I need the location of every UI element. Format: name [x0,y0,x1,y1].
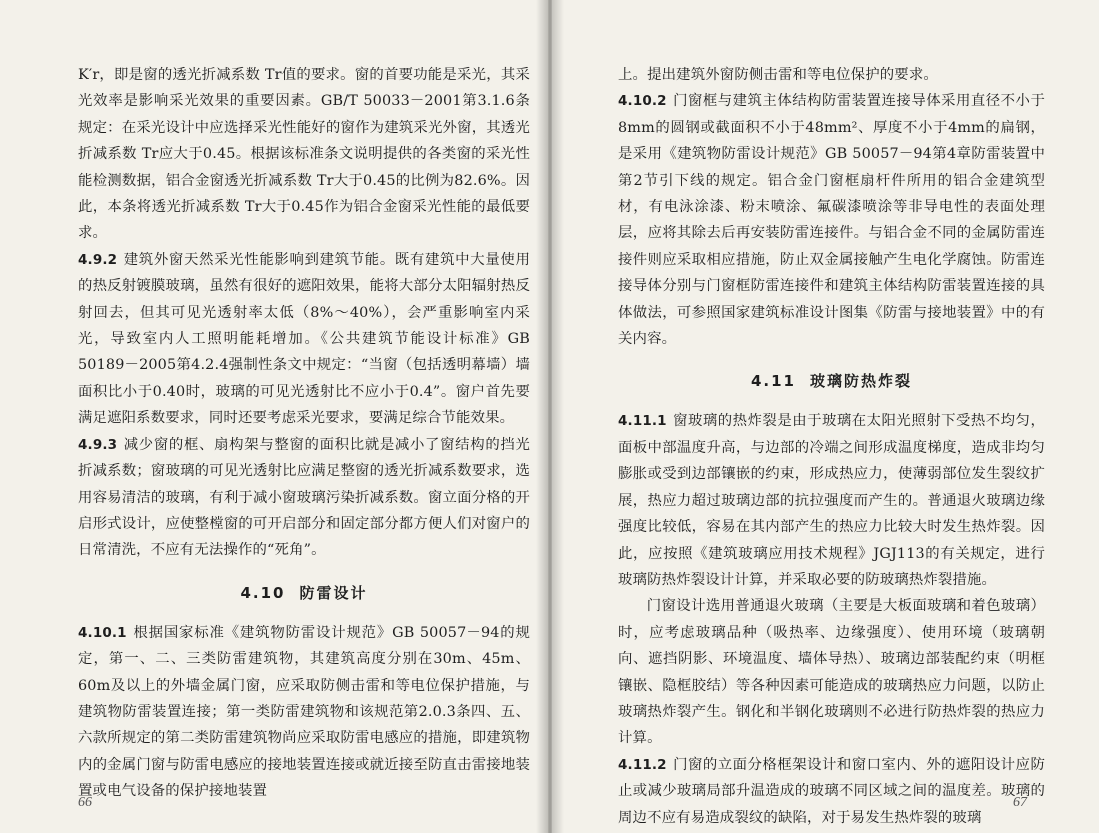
section-title: 玻璃防热炸裂 [810,372,913,391]
clause-number: 4.10.2 [618,93,667,110]
paragraph-text: 建筑外窗天然采光性能影响到建筑节能。既有建筑中大量使用的热反射镀膜玻璃，虽然有很好的遮阳效果，能将大部分太阳辐射热反射回去，但其可见光透射率太低（8%～40%），会严重影响室内采光，导致室内人工照明能耗增加。《公共建筑节能设计标准》GB 50189－2005第4.2.4强制性条文中规定：“当窗（包括透明幕墙）墙面积比小于0.40时，玻璃的可见光透射比不应小于0.4”。窗户首先要满足遮阳系数要求，同时还要考虑采光要求，要满足综合节能效果。 [78,251,530,427]
clause-4-11-2 [618,752,1045,831]
page-number: 67 [1013,795,1027,810]
paragraph-text: K′r，即是窗的透光折减系数 Tr值的要求。窗的首要功能是采光，其采光效率是影响采光效果的重要因素。GB/T 50033－2001第3.1.6条规定：在采光设计中应选择采光性能好的窗作为建筑采光外窗，其透光折减系数 Tr应大于0.45。根据该标准条文说明提供的各类窗的采光性能检测数据，铝合金窗透光折减系数 Tr大于0.45的比例为82.6%。因此，本条将透光折减系数 Tr大于0.45作为铝合金窗采光性能的最低要求。 [78,67,530,242]
section-number: 4.10 [240,583,286,602]
clause-number: 4.10.1 [78,624,127,641]
paragraph-text: 窗玻璃的热炸裂是由于玻璃在太阳光照射下受热不均匀，面板中部温度升高，与边部的冷端之间形成温度梯度，造成非均匀膨胀或受到边部镶嵌的约束，形成热应力，使薄弱部位发生裂纹扩展，热应力超过玻璃边部的抗拉强度而产生的。普通退火玻璃边缘强度比较低，容易在其内部产生的热应力比较大时发生热炸裂。因此，应按照《建筑玻璃应用技术规程》JGJ113的有关规定，进行玻璃防热炸裂设计计算，并采取必要的防玻璃热炸裂措施。 [618,413,1045,588]
paragraph-text: 减少窗的框、扇构架与整窗的面积比就是减小了窗结构的挡光折减系数；窗玻璃的可见光透射比应满足整窗的透光折减系数要求，选用容易清洁的玻璃，有利于减小窗玻璃污染折减系数。窗立面分格的开启形式设计，应使整樘窗的可开启部分和固定部分都方便人们对窗户的日常清洗，不应有无法操作的“死角”。 [78,436,530,559]
clause-4-9-3 [78,432,530,564]
left-page [0,0,548,833]
clause-4-10-1 [78,620,530,805]
clause-number: 4.11.1 [618,413,667,430]
section-heading-4-10 [78,580,530,606]
clause-4-9-2 [78,247,530,432]
right-page [552,0,1099,833]
paragraph-text: 上。提出建筑外窗防侧击雷和等电位保护的要求。 [618,67,938,83]
clause-number: 4.9.3 [78,436,118,453]
left-paragraphs [78,62,530,564]
section-heading-4-11 [618,368,1045,394]
paragraph-text: 门窗设计选用普通退火玻璃（主要是大板面玻璃和着色玻璃）时，应考虑玻璃品种（吸热率、边缘强度）、使用环境（玻璃朝向、遮挡阴影、环境温度、墙体导热）、玻璃边部装配约束（明框镶嵌、隐框胶结）等各种因素可能造成的玻璃热应力问题，以防止玻璃热炸裂产生。钢化和半钢化玻璃则不必进行防热炸裂的热应力计算。 [618,598,1045,747]
clause-4-11-1 [618,408,1045,593]
clause-number: 4.9.2 [78,251,118,268]
paragraph-text: 根据国家标准《建筑物防雷设计规范》GB 50057－94的规定，第一、二、三类防雷建筑物，其建筑高度分别在30m、45m、60m及以上的外墙金属门窗，应采取防侧击雷和等电位保护措施，与建筑物防雷装置连接；第一类防雷建筑物和该规范第2.0.3条四、五、六款所规定的第二类防雷建筑物尚应采取防雷电感应的措施，即建筑物内的金属门窗与防雷电感应的接地装置连接或就近接至防直击雷接地装置或电气设备的保护接地装置 [78,624,530,800]
page-number: 66 [78,795,92,810]
clause-4-10-2 [618,88,1045,352]
paragraph-text: 门窗的立面分格框架设计和窗口室内、外的遮阳设计应防止或减少玻璃局部升温造成的玻璃不同区域之间的温度差。玻璃的周边不应有易造成裂纹的缺陷，对于易发生热炸裂的玻璃 [618,756,1045,826]
clause-number: 4.11.2 [618,756,667,773]
section-title: 防雷设计 [299,583,368,602]
paragraph-glass-selection [618,593,1045,751]
section-number: 4.11 [750,372,796,391]
paragraph-text: 门窗框与建筑主体结构防雷装置连接导体采用直径不小于8mm的圆钢或截面积不小于48mm²、厚度不小于4mm的扁钢，是采用《建筑物防雷设计规范》GB 50057－94第4章防雷装置中第2节引下线的规定。铝合金门窗框扇杆件所用的铝合金建筑型材，有电泳涂漆、粉末喷涂、氟碳漆喷涂等非导电性的表面处理层，应将其除去后再安装防雷连接件。与铝合金不同的金属防雷连接件则应采取相应措施，防止双金属接触产生电化学腐蚀。防雷连接导体分别与门窗框防雷连接件和建筑主体结构防雷装置连接的具体做法，可参照国家建筑标准设计图集《防雷与接地装置》中的有关内容。 [618,93,1045,348]
paragraph-lead [78,62,530,247]
paragraph-continuation [618,62,1045,88]
